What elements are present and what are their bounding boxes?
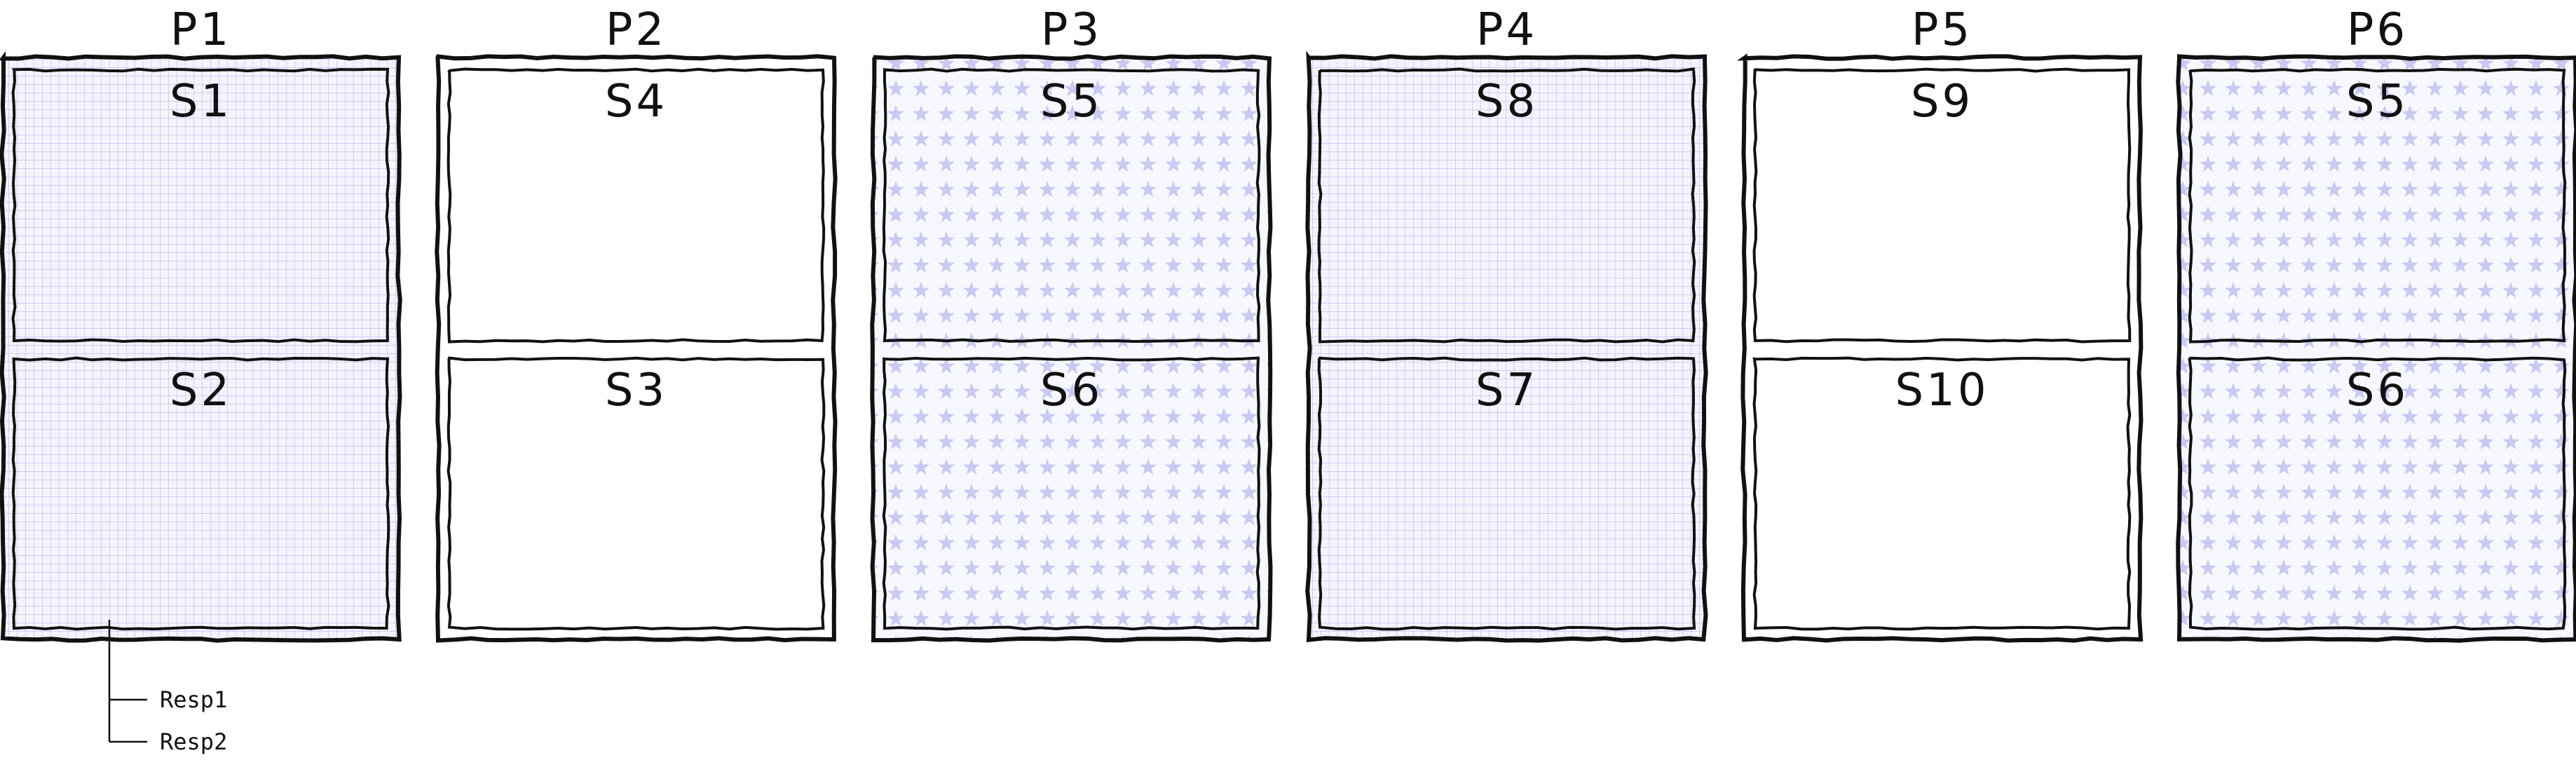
section-s6: [884, 358, 1260, 630]
section-s9: [1754, 69, 2130, 342]
panel-title: P6: [2346, 4, 2408, 56]
legend-label-resp2: Resp2: [160, 728, 228, 755]
panels-row: [1, 4, 2576, 641]
section-label: S1: [169, 76, 233, 128]
section-s5: [884, 69, 1260, 341]
panel-p1: [1, 4, 400, 641]
panel-title: P5: [1911, 4, 1973, 56]
panel-p6: [2178, 4, 2576, 641]
section-label: S5: [2345, 76, 2409, 128]
section-label: S5: [1040, 76, 1103, 128]
panel-title: P2: [605, 4, 667, 56]
panel-title: P3: [1040, 4, 1103, 56]
panel-p5: [1743, 4, 2141, 641]
section-label: S6: [1040, 365, 1103, 416]
section-s2: [13, 358, 389, 630]
section-label: S2: [169, 365, 233, 416]
section-s6: [2190, 358, 2565, 630]
section-label: S9: [1910, 76, 1974, 128]
panel-title: P4: [1476, 4, 1538, 56]
section-s8: [1319, 69, 1695, 342]
section-label: S6: [2345, 365, 2409, 416]
panel-p3: [872, 4, 1270, 641]
section-label: S7: [1475, 365, 1539, 416]
section-label: S3: [604, 365, 668, 416]
section-s4: [449, 69, 824, 342]
panel-title: P1: [170, 4, 232, 56]
section-s1: [13, 69, 389, 341]
section-s5: [2190, 69, 2565, 342]
section-label: S10: [1895, 365, 1989, 416]
panel-p2: [437, 4, 835, 641]
section-label: S8: [1475, 76, 1539, 128]
section-s3: [449, 358, 824, 630]
legend-label-resp1: Resp1: [160, 686, 228, 713]
panel-p4: [1307, 4, 1706, 641]
section-s7: [1319, 358, 1695, 630]
section-s10: [1754, 358, 2130, 630]
section-label: S4: [604, 76, 668, 128]
